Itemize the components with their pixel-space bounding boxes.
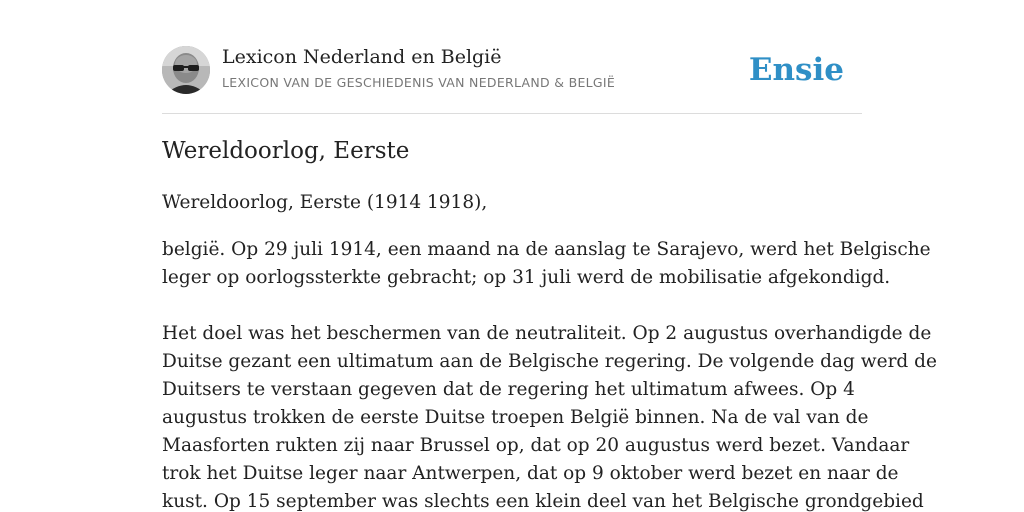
entry-title: Wereldoorlog, Eerste — [162, 138, 410, 164]
source-subtitle: LEXICON VAN DE GESCHIEDENIS VAN NEDERLAND & BELGIË — [222, 75, 616, 90]
body-line: Duitse gezant een ultimatum aan de Belgische regering. De volgende dag werd de — [162, 351, 937, 372]
paragraph-gap — [162, 292, 862, 320]
body-line: Duitsers te verstaan gegeven dat de regering het ultimatum afwees. Op 4 — [162, 379, 855, 400]
entry-body — [162, 236, 937, 512]
body-line: augustus trokken de eerste Duitse troepen België binnen. Na de val van de — [162, 407, 869, 428]
body-line: belgië. Op 29 juli 1914, een maand na de aanslag te Sarajevo, werd het Belgische — [162, 239, 931, 260]
body-line: Maasforten rukten zij naar Brussel op, dat op 20 augustus werd bezet. Vandaar — [162, 435, 910, 456]
body-line: kust. Op 15 september was slechts een klein deel van het Belgische grondgebied — [162, 491, 924, 512]
avatar[interactable] — [162, 46, 210, 94]
brand-logo-link[interactable]: Ensie — [748, 52, 844, 88]
author-photo-icon — [162, 46, 210, 94]
body-line: trok het Duitse leger naar Antwerpen, dat op 9 oktober werd bezet en naar de — [162, 463, 899, 484]
body-line: leger op oorlogssterkte gebracht; op 31 juli werd de mobilisatie afgekondigd. — [162, 267, 891, 288]
body-line: Het doel was het beschermen van de neutraliteit. Op 2 augustus overhandigde de — [162, 323, 932, 344]
header-divider — [162, 113, 862, 114]
source-header — [162, 46, 862, 96]
source-title[interactable]: Lexicon Nederland en België — [222, 46, 502, 68]
entry-intro: Wereldoorlog, Eerste (1914 1918), — [162, 192, 488, 213]
